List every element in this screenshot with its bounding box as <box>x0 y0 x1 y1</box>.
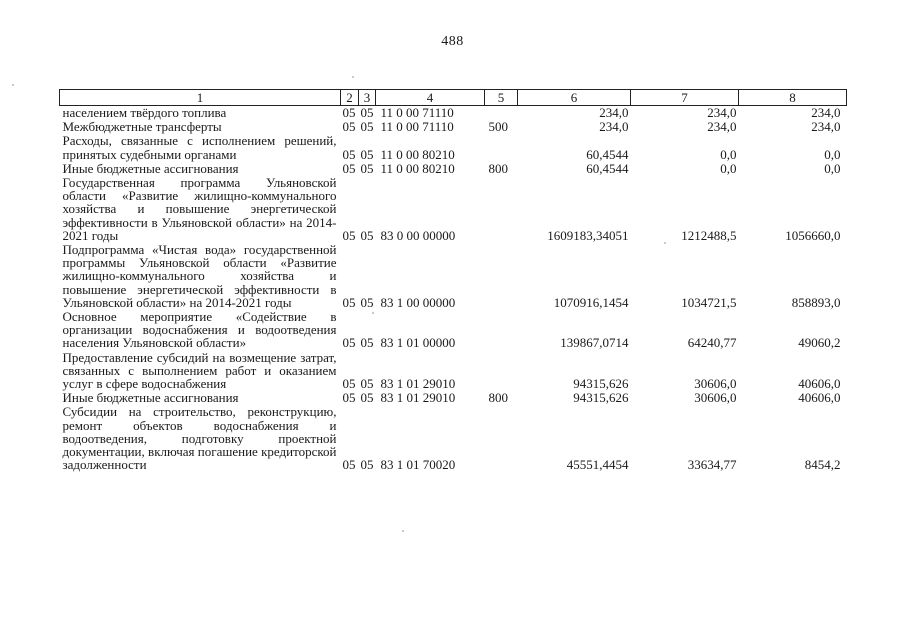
row-target-code: 83 1 01 29010 <box>380 376 456 392</box>
row-name: Подпрограмма «Чистая вода» государственной программы Ульяновской области «Развитие жилищно-коммунального хозяйства и повышение энергетической эффективности в Ульяновской области» на 2014-2021 годы <box>62 242 337 310</box>
table-row <box>60 134 847 161</box>
row-amount-col7: 234,0 <box>707 119 737 135</box>
row-target-code: 83 1 00 00000 <box>380 294 456 310</box>
row-amount-col8: 49060,2 <box>798 335 841 351</box>
row-amount-col7: 30606,0 <box>694 390 737 406</box>
row-section: 05 <box>342 146 356 162</box>
page-number: 488 <box>441 34 464 49</box>
table-row <box>60 391 847 405</box>
row-amount-col8: 8454,2 <box>804 457 841 473</box>
row-amount-col8: 858893,0 <box>791 294 841 310</box>
row-amount-col6: 1609183,34051 <box>547 227 629 243</box>
column-header-1: 1 <box>60 90 341 106</box>
row-amount-col8: 234,0 <box>811 119 841 135</box>
row-section: 05 <box>342 376 356 392</box>
row-name: Субсидии на строительство, реконструкцию, ремонт объектов водоснабжения и водоотведения, подготовку проектной документации, включая погашение кредиторской задолженности <box>62 404 337 473</box>
row-target-code: 11 0 00 71110 <box>380 105 454 120</box>
row-subsection: 05 <box>360 335 374 351</box>
row-amount-col8: 40606,0 <box>798 390 841 406</box>
row-target-code: 83 0 00 00000 <box>380 227 456 243</box>
row-subsection: 05 <box>360 390 374 406</box>
table-row <box>60 106 847 121</box>
row-target-code: 83 1 01 29010 <box>380 390 456 406</box>
row-amount-col6: 94315,626 <box>573 376 629 392</box>
row-subsection: 05 <box>360 227 374 243</box>
column-header-8: 8 <box>739 90 847 106</box>
scan-speck <box>402 530 404 532</box>
row-amount-col6: 94315,626 <box>573 390 629 406</box>
row-section: 05 <box>342 227 356 243</box>
row-name: Государственная программа Ульяновской области «Развитие жилищно-коммунального хозяйства и повышение энергетической эффективности в Ульяновской области» на 2014-2021 годы <box>62 175 337 243</box>
row-section: 05 <box>342 160 356 176</box>
column-header-6: 6 <box>518 90 631 106</box>
row-amount-col8: 234,0 <box>811 105 841 120</box>
column-header-5: 5 <box>485 90 518 106</box>
scan-speck <box>352 76 354 78</box>
row-amount-col6: 234,0 <box>599 119 629 135</box>
table-row <box>60 176 847 243</box>
row-name: Основное мероприятие «Содействие в организации водоснабжения и водоотведения населения Ульяновской области» <box>62 309 337 351</box>
row-amount-col6: 234,0 <box>599 105 629 120</box>
column-header-3: 3 <box>359 90 376 106</box>
row-expense-type: 800 <box>488 160 508 176</box>
row-expense-type <box>485 176 518 243</box>
table-row <box>60 351 847 392</box>
scan-speck <box>372 312 374 314</box>
row-expense-type: 800 <box>488 390 508 406</box>
row-amount-col6: 60,4544 <box>586 146 629 162</box>
row-expense-type <box>485 351 518 392</box>
row-amount-col7: 234,0 <box>707 105 737 120</box>
row-name: Иные бюджетные ассигнования <box>62 390 239 406</box>
row-target-code: 11 0 00 80210 <box>380 146 455 162</box>
row-expense-type <box>485 310 518 351</box>
scan-speck <box>664 242 666 244</box>
table-row <box>60 243 847 310</box>
table-row <box>60 405 847 472</box>
row-subsection: 05 <box>360 105 374 120</box>
row-amount-col6: 60,4544 <box>586 160 629 176</box>
row-name: населением твёрдого топлива <box>62 105 227 120</box>
row-expense-type <box>485 134 518 161</box>
row-amount-col7: 1034721,5 <box>681 294 737 310</box>
row-amount-col8: 0,0 <box>824 146 841 162</box>
row-amount-col6: 1070916,1454 <box>553 294 629 310</box>
row-section: 05 <box>342 294 356 310</box>
row-section: 05 <box>342 457 356 473</box>
row-amount-col7: 64240,77 <box>687 335 737 351</box>
row-name: Расходы, связанные с исполнением решений, принятых судебными органами <box>62 133 337 162</box>
row-subsection: 05 <box>360 146 374 162</box>
row-target-code: 83 1 01 70020 <box>380 457 456 473</box>
row-amount-col8: 40606,0 <box>798 376 841 392</box>
row-subsection: 05 <box>360 376 374 392</box>
scan-speck <box>12 84 14 86</box>
budget-table <box>59 89 847 472</box>
row-amount-col6: 45551,4454 <box>566 457 629 473</box>
row-amount-col7: 33634,77 <box>687 457 737 473</box>
table-row <box>60 120 847 134</box>
table-row <box>60 162 847 176</box>
column-header-7: 7 <box>631 90 739 106</box>
row-expense-type <box>485 243 518 310</box>
row-name: Предоставление субсидий на возмещение затрат, связанных с выполнением работ и оказанием услуг в сфере водоснабжения <box>62 349 337 392</box>
header-row <box>60 90 847 106</box>
row-target-code: 11 0 00 71110 <box>380 119 454 135</box>
table-row <box>60 310 847 351</box>
row-target-code: 11 0 00 80210 <box>380 160 455 176</box>
row-section: 05 <box>342 119 356 135</box>
row-expense-type: 500 <box>488 119 508 135</box>
row-amount-col6: 139867,0714 <box>560 335 629 351</box>
row-section: 05 <box>342 335 356 351</box>
row-subsection: 05 <box>360 160 374 176</box>
row-target-code: 83 1 01 00000 <box>380 335 456 351</box>
row-expense-type <box>485 405 518 472</box>
column-header-2: 2 <box>341 90 359 106</box>
row-subsection: 05 <box>360 294 374 310</box>
row-amount-col7: 0,0 <box>720 160 737 176</box>
row-subsection: 05 <box>360 119 374 135</box>
row-name: Иные бюджетные ассигнования <box>62 160 239 176</box>
row-name: Межбюджетные трансферты <box>62 119 222 135</box>
row-amount-col7: 0,0 <box>720 146 737 162</box>
row-expense-type <box>485 106 518 121</box>
row-section: 05 <box>342 390 356 406</box>
row-section: 05 <box>342 105 356 120</box>
row-amount-col8: 0,0 <box>824 160 841 176</box>
column-header-4: 4 <box>376 90 485 106</box>
row-amount-col8: 1056660,0 <box>785 227 841 243</box>
row-amount-col7: 1212488,5 <box>681 227 737 243</box>
row-subsection: 05 <box>360 457 374 473</box>
row-amount-col7: 30606,0 <box>694 376 737 392</box>
